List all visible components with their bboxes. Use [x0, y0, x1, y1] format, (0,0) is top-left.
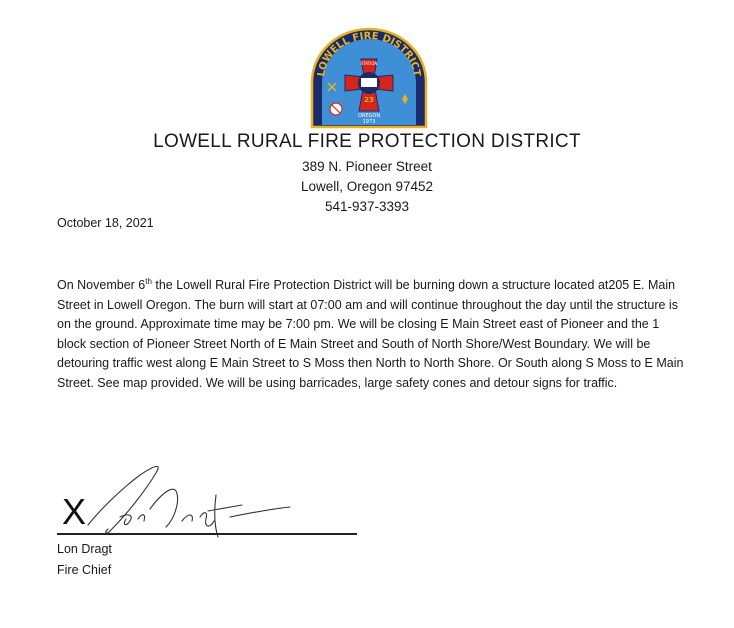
logo-year-text: 1973 [362, 119, 376, 125]
letter-body [57, 276, 687, 393]
logo-state-text: OREGON [357, 113, 381, 119]
logo-station-text: STATION [360, 61, 378, 66]
logo-number-text: 23 [364, 96, 374, 104]
body-main: the Lowell Rural Fire Protection District will be burning down a structure located at205 E. Main Street in Lowell Oregon. The burn will start at 07:00 am and will continue throughout the day until the structure is on the ground. Approximate time may be 7:00 pm. We will be closing E Main Street east of Pioneer and the 1 block section of Pioneer Street North of E Main Street and South of North Shore/West Boundary. We will be detouring traffic west along E Main Street to S Moss then North to North Shore. Or South along S Moss to E Main Street. See map provided. We will be using barricades, large safety cones and detour signs for traffic. [57, 278, 684, 390]
address-line-2: Lowell, Oregon 97452 [300, 179, 434, 194]
signature-line [57, 533, 357, 535]
signer-name: Lon Dragt [57, 542, 112, 556]
logo-top-text: LOWELL FIRE DISTRICT [316, 30, 422, 78]
organization-name: LOWELL RURAL FIRE PROTECTION DISTRICT [153, 131, 581, 152]
fire-district-logo [308, 27, 430, 131]
body-intro: On November 6 [57, 278, 146, 292]
body-ordinal: th [145, 276, 152, 286]
signature-x-mark: X [62, 491, 87, 532]
letter-date: October 18, 2021 [57, 216, 154, 230]
handwritten-signature-icon [80, 455, 320, 550]
address-line-1: 389 N. Pioneer Street [302, 159, 432, 174]
phone-number: 541-937-3393 [324, 199, 410, 214]
signer-title: Fire Chief [57, 563, 112, 577]
